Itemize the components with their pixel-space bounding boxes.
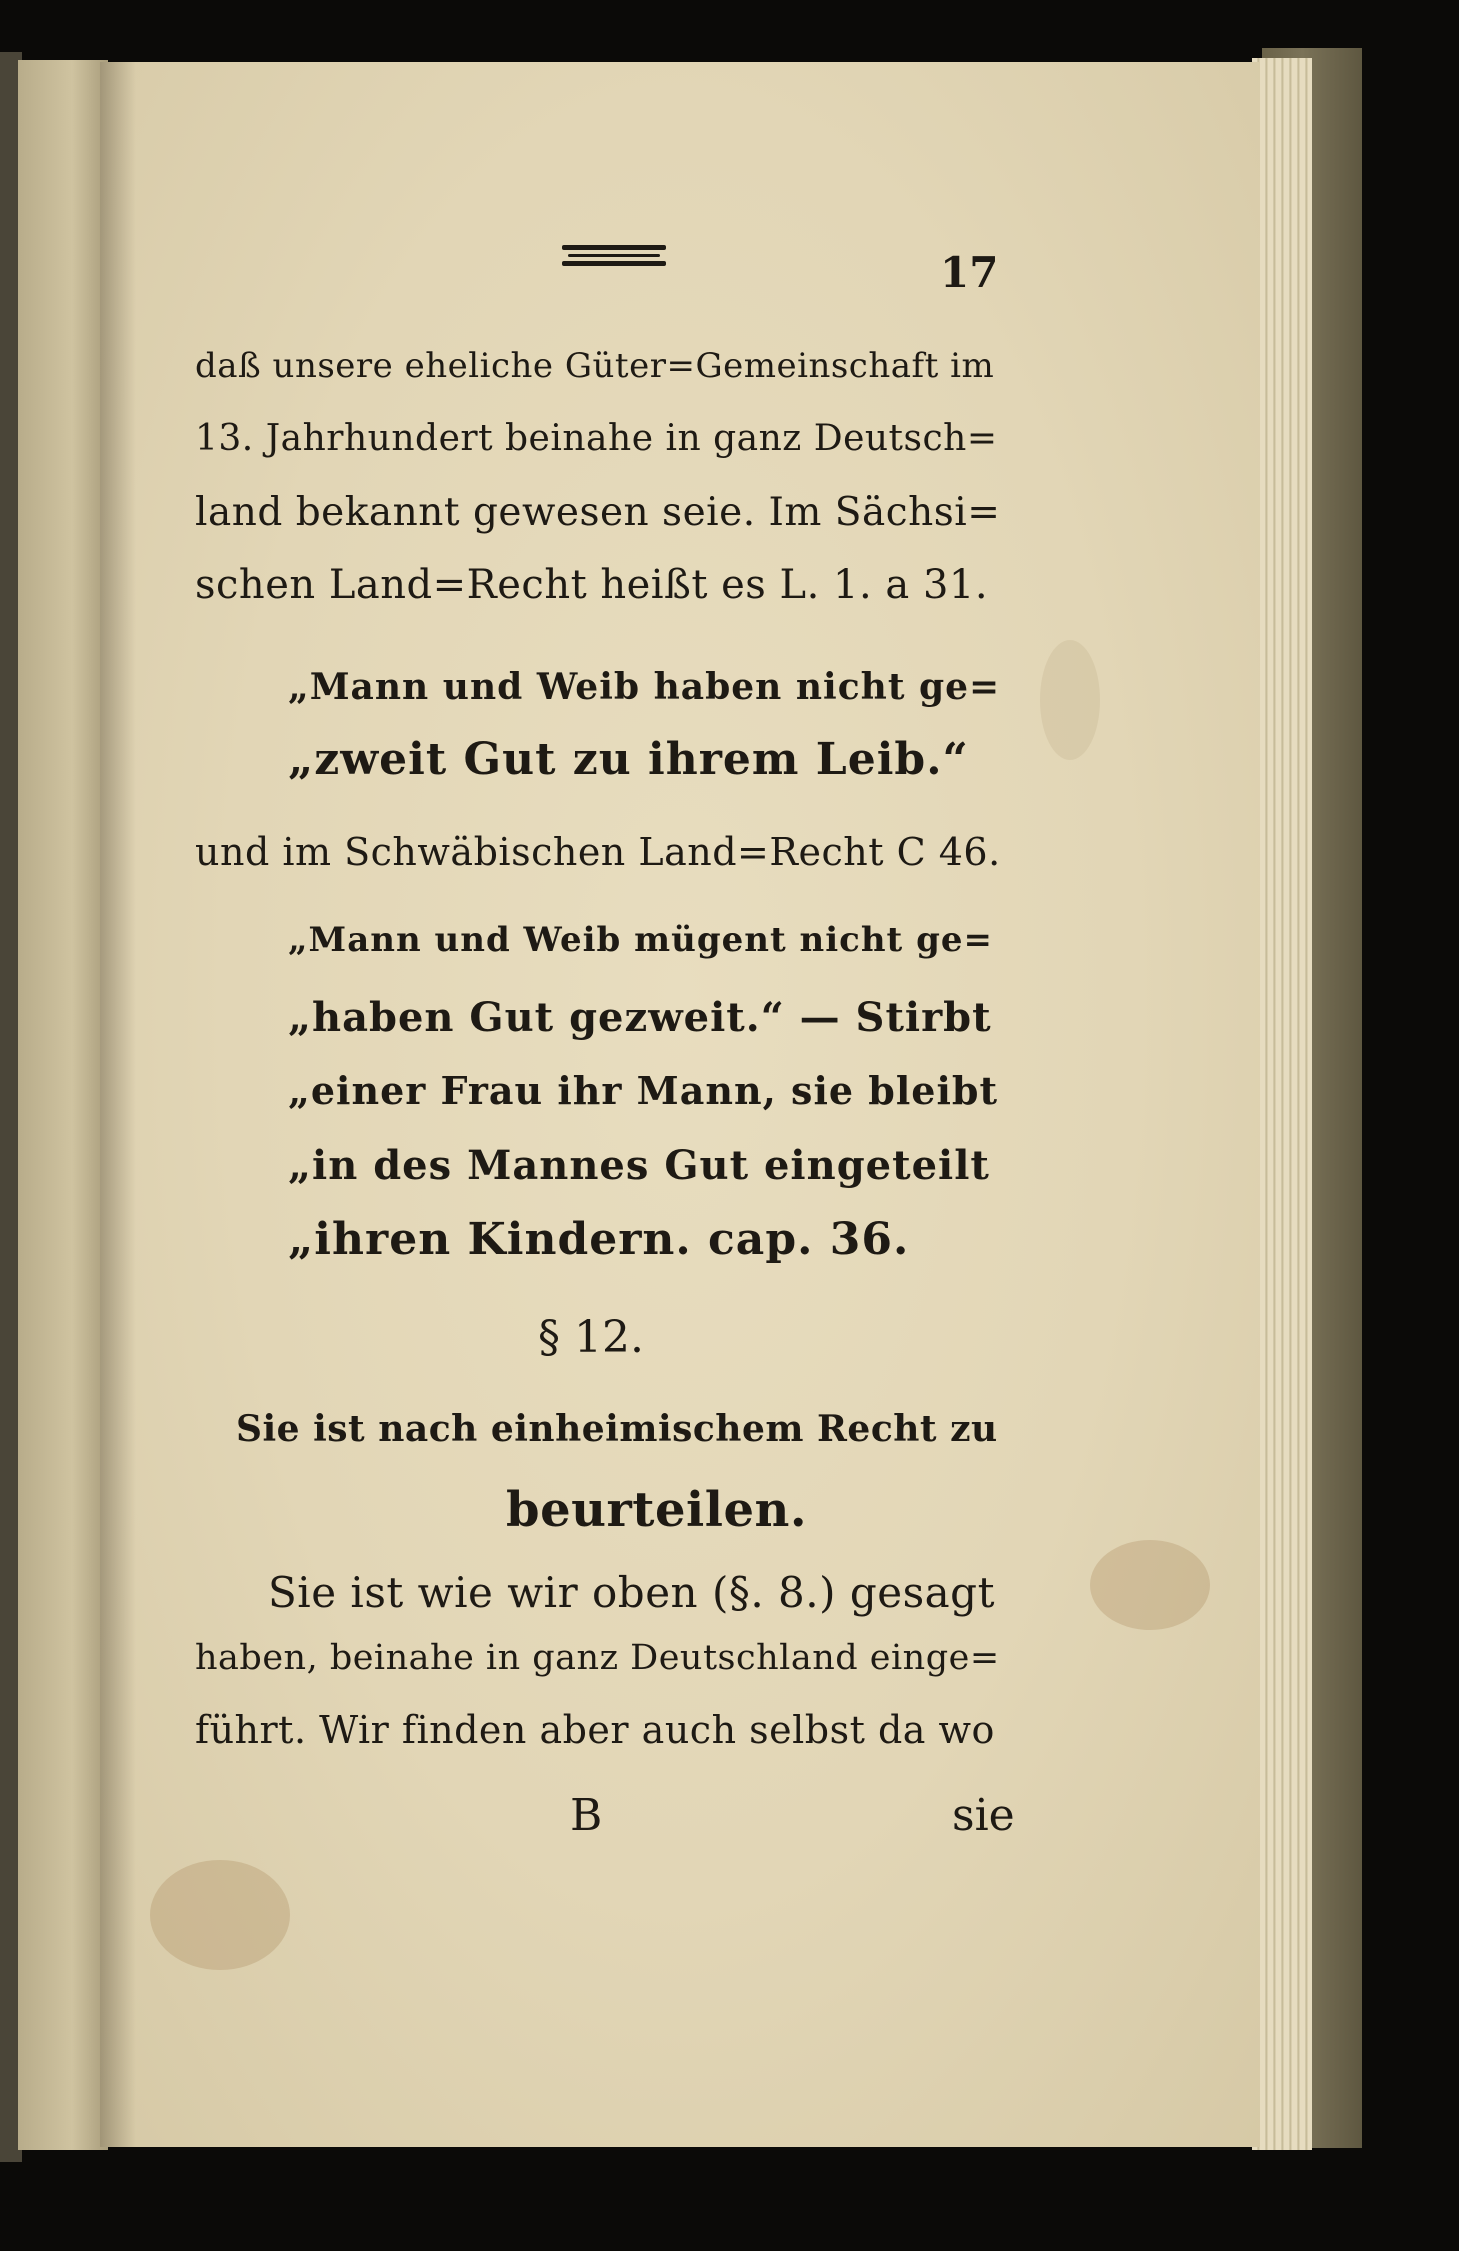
gutter-shadow xyxy=(100,62,136,2147)
section-heading: Sie ist nach einheimischem Recht zu xyxy=(236,1408,998,1450)
text-line: Sie ist wie wir oben (§. 8.) gesagt xyxy=(268,1568,995,1617)
quote-line: „Mann und Weib mügent nicht ge= xyxy=(288,920,993,960)
quote-line: „zweit Gut zu ihrem Leib.“ xyxy=(288,734,969,785)
quote-line: „haben Gut gezweit.“ — Stirbt xyxy=(288,994,992,1041)
text-line: schen Land=Recht heißt es L. 1. a 31. xyxy=(195,562,989,608)
text-line: daß unsere eheliche Güter=Gemeinschaft im xyxy=(195,346,995,386)
quote-line: „einer Frau ihr Mann, sie bleibt xyxy=(288,1068,999,1113)
catchword: sie xyxy=(952,1790,1015,1841)
text-line: land bekannt gewesen seie. Im Sächsi= xyxy=(195,490,1001,535)
quote-line: „ihren Kindern. cap. 36. xyxy=(288,1214,910,1265)
section-number: § 12. xyxy=(538,1312,644,1363)
text-line: führt. Wir finden aber auch selbst da wo xyxy=(195,1708,995,1752)
header-ornament xyxy=(562,245,666,270)
text-line: und im Schwäbischen Land=Recht C 46. xyxy=(195,830,1001,874)
text-line: 13. Jahrhundert beinahe in ganz Deutsch= xyxy=(195,418,998,459)
quote-line: „in des Mannes Gut eingeteilt xyxy=(288,1142,990,1189)
paper-stain xyxy=(150,1860,290,1970)
left-page-edge xyxy=(18,60,108,2150)
page-number: 17 xyxy=(940,248,999,297)
paper-stain xyxy=(1040,640,1100,760)
quote-line: „Mann und Weib haben nicht ge= xyxy=(288,666,1001,708)
section-heading: beurteilen. xyxy=(506,1482,808,1538)
paper-stain xyxy=(1090,1540,1210,1630)
signature-mark: B xyxy=(570,1790,603,1841)
text-line: haben, beinahe in ganz Deutschland einge= xyxy=(195,1638,1000,1678)
page-stack-edges xyxy=(1252,58,1312,2150)
